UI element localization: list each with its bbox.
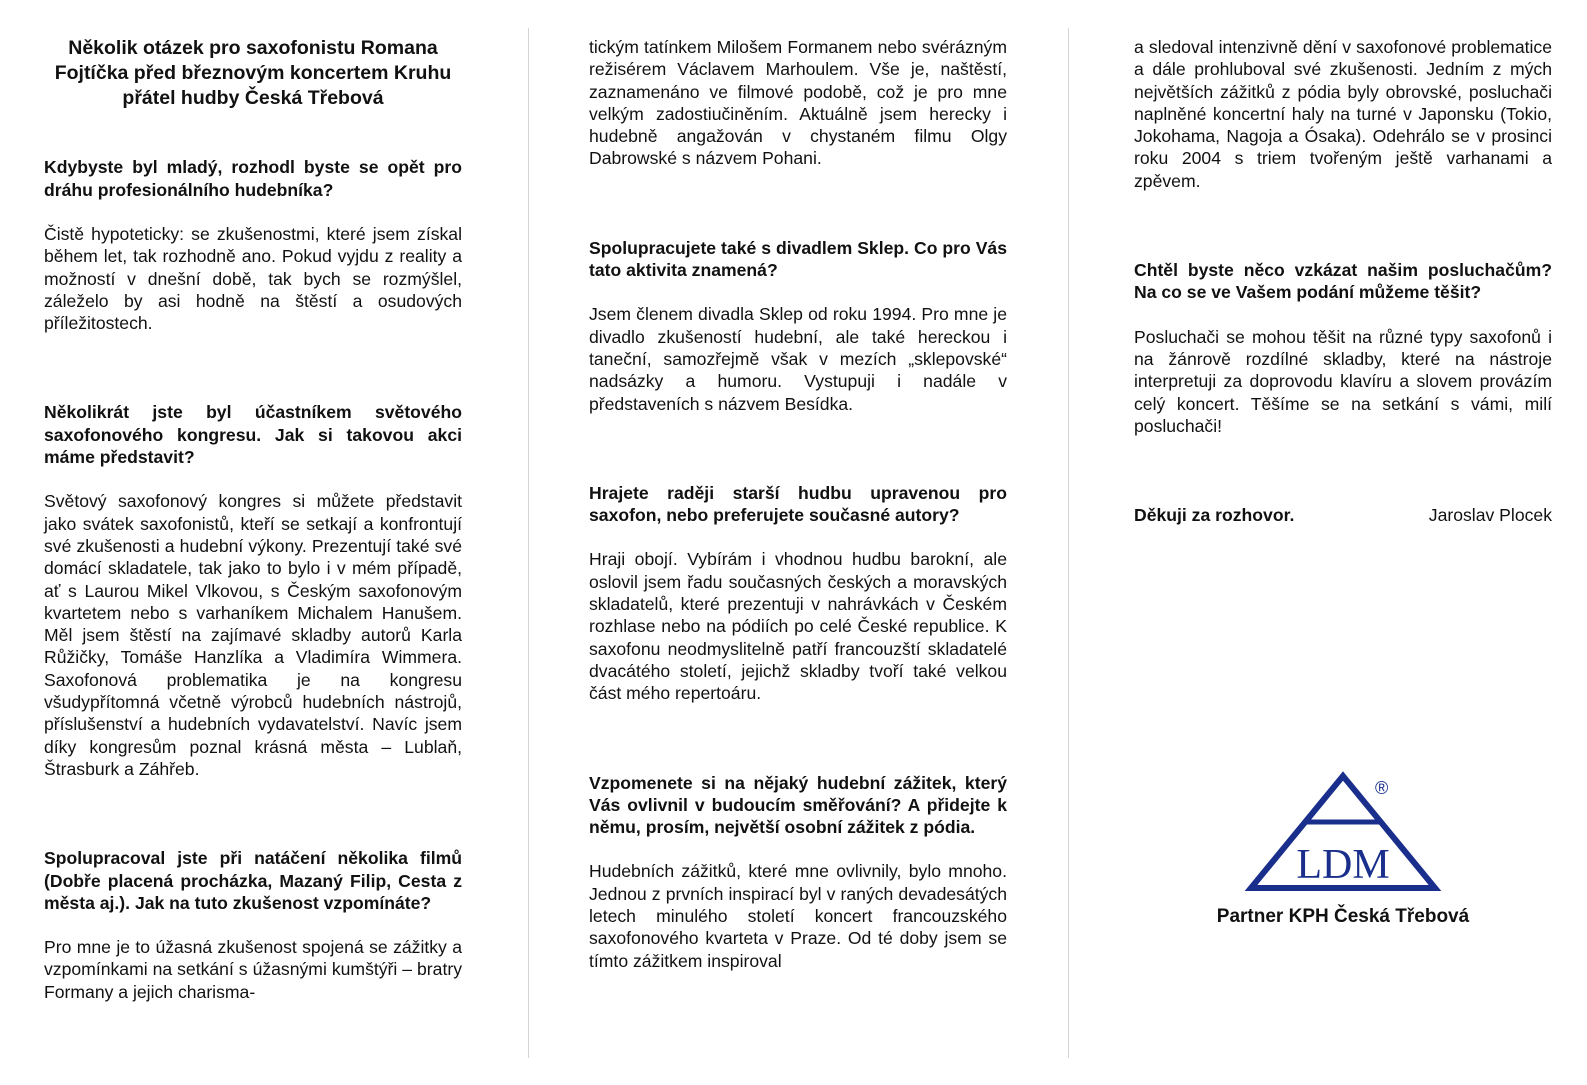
column-divider — [528, 28, 529, 1058]
author-name: Jaroslav Plocek — [1428, 505, 1552, 526]
ldm-logo-block — [1134, 770, 1552, 928]
logo-text: LDM — [1296, 842, 1390, 888]
page-title: Několik otázek pro saxofonistu Romana Fojtíčka před březnovým koncertem Kruhu přátel hudby Česká Třebová — [54, 37, 452, 109]
answer-7: Posluchači se mohou těšit na různé typy saxofonů i na žánrově rozdílné skladby, které na nástroje interpretuji za doprovodu klavíru a slovem provázím celý koncert. Těšíme se na setkání s vámi, milí posluchači! — [1134, 326, 1552, 436]
ldm-logo-icon — [1243, 770, 1443, 892]
question-2: Několikrát jste byl účastníkem světového saxofonového kongresu. Jak si takovou akci máme představit? — [44, 402, 462, 468]
question-4: Spolupracujete také s divadlem Sklep. Co pro Vás tato aktivita znamená? — [589, 237, 1007, 281]
answer-2: Světový saxofonový kongres si můžete představit jako svátek saxofonistů, kteří se setkají a konfrontují své zkušenosti a hudební výkony. Prezentují také své domácí skladatele, tak jako to bylo i v mém případě, ať s Laurou Mikel Vlkovou, s Českým saxofonovým kvartetem nebo s varhaníkem Michalem Hanušem. Měl jsem štěstí na zajímavé skladby autorů Karla Růžičky, Tomáše Hanzlíka a Vladimíra Wimmera. Saxofonová problematika je na kongresu všudypřítomná včetně výrobců hudebních nástrojů, příslušenství a hudebních vydavatelství. Navíc jsem díky kongresům poznal krásná města – Lublaň, Štrasburk a Záhřeb. — [44, 491, 462, 779]
column-1 — [44, 36, 462, 1003]
question-7: Chtěl byste něco vzkázat našim posluchačům? Na co se ve Vašem podání můžeme těšit? — [1134, 260, 1552, 303]
column-divider — [1068, 28, 1069, 1058]
column-3 — [1134, 36, 1552, 526]
question-1: Kdybyste byl mladý, rozhodl byste se opět pro dráhu profesionálního hudebníka? — [44, 157, 462, 200]
partner-caption: Partner KPH Česká Třebová — [1216, 906, 1470, 927]
answer-6: Hudebních zážitků, které mne ovlivnily, bylo mnoho. Jednou z prvních inspirací byl v raných devadesátých letech minulého století koncert francouzského saxofonového kvarteta v Praze. Od té doby jsem se tímto zážitkem inspiroval — [589, 861, 1007, 971]
question-5: Hrajete raději starší hudbu upravenou pro saxofon, nebo preferujete současné autory? — [589, 482, 1007, 526]
question-6: Vzpomenete si na nějaký hudební zážitek, který Vás ovlivnil v budoucím směřování? A přidejte k němu, prosím, největší osobní zážitek z pódia. — [589, 772, 1007, 838]
answer-5: Hraji obojí. Vybírám i vhodnou hudbu barokní, ale oslovil jsem řadu současných českých a moravských skladatelů, které prezentuji v nahrávkách v Českém rozhlase nebo na pódiích po celé České republice. K saxofonu neodmyslitelně patří francouzští skladatelé dvacátého století, jejichž skladby tvoří také velkou část mého repertoáru. — [589, 549, 1007, 704]
thanks-text: Děkuji za rozhovor. — [1134, 505, 1295, 526]
question-3: Spolupracoval jste při natáčení několika filmů (Dobře placená procházka, Mazaný Filip, Cesta z města aj.). Jak na tuto zkušenost vzpomínáte? — [44, 848, 462, 913]
column-2 — [589, 36, 1007, 972]
answer-1: Čistě hypoteticky: se zkušenostmi, které jsem získal během let, tak rozhodně ano. Pokud vyjdu z reality a možností v dnešní době, tak bych se rozmýšlel, záleželo by asi hodně na štěstí a osudových příležitostech. — [44, 223, 462, 334]
answer-3-continued: tickým tatínkem Milošem Formanem nebo svérázným režisérem Václavem Marhoulem. Vše je, naštěstí, zaznamenáno ve filmové podobě, což je pro mne velkým zadostiučiněním. Aktuálně jsem herecky i hudebně angažován v chystaném filmu Olgy Dabrowské s názvem Pohani. — [589, 37, 1007, 169]
answer-6-continued: a sledoval intenzivně dění v saxofonové problematice a dále prohluboval své zkušenosti. Jedním z mých největších zážitků z pódia byly obrovské, posluchači naplněné koncertní haly na turné v Japonsku (Tokio, Jokohama, Nagoja a Ósaka). Odehrálo se v prosinci roku 2004 s triem tvořeným ještě varhanami a zpěvem. — [1134, 37, 1552, 191]
registered-mark: ® — [1375, 778, 1389, 798]
answer-3: Pro mne je to úžasná zkušenost spojená se zážitky a vzpomínkami na setkání s úžasnými kumštýři – bratry Formany a jejich charisma- — [44, 937, 462, 1002]
answer-4: Jsem členem divadla Sklep od roku 1994. Pro mne je divadlo zkušeností hudební, ale také hereckou i taneční, samozřejmě však v mezích „sklepovské“ nadsázky a humoru. Vystupuji i nadále v představeních s názvem Besídka. — [589, 304, 1007, 414]
closing-row — [1134, 504, 1552, 526]
